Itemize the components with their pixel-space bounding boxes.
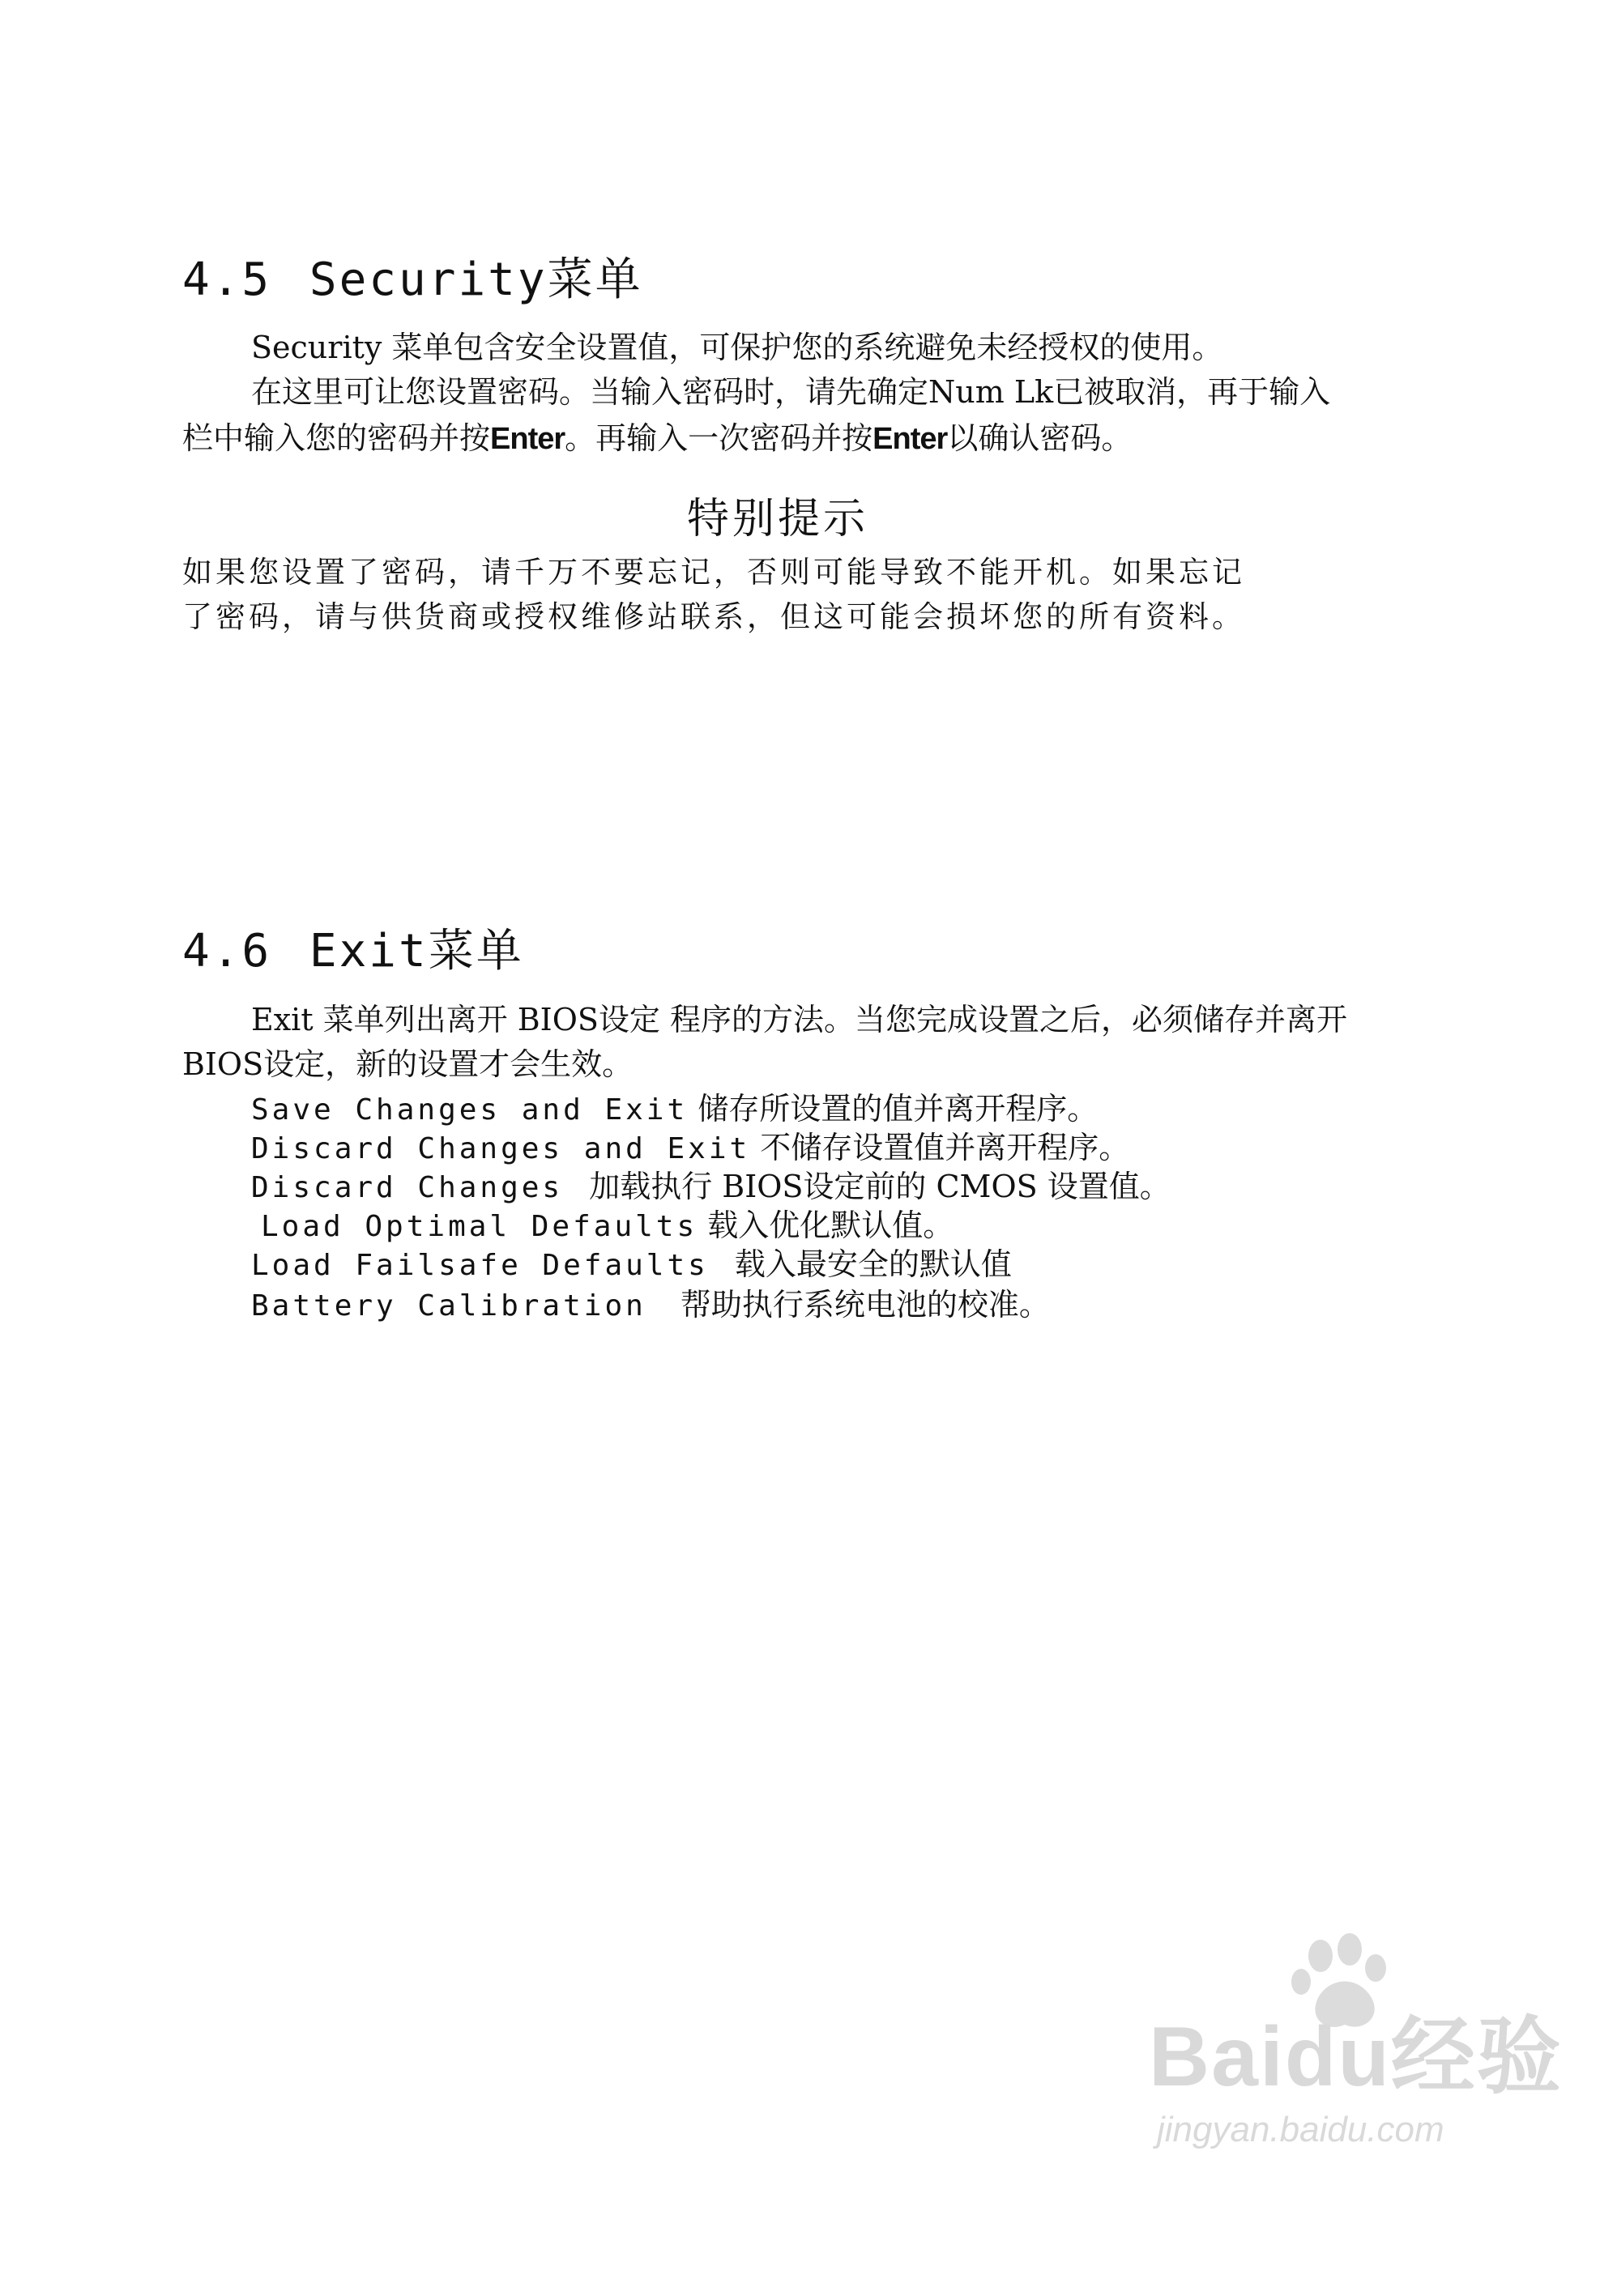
text-fragment: 栏中输入您的密码并按 (182, 420, 491, 456)
section-number: 4.6 (182, 925, 272, 978)
option-description: 载入优化默认值。 (707, 1208, 954, 1243)
watermark-logo-text: Baidu经验 (1149, 2010, 1563, 2104)
tip-line-1: 如果您设置了密码，请千万不要忘记，否则可能导致不能开机。如果忘记 (182, 555, 1245, 590)
option-description: 加载执行 BIOS设定前的 CMOS 设置值。 (589, 1169, 1171, 1204)
exit-option-row (251, 1246, 1012, 1282)
section-title: Security菜单 (309, 253, 643, 306)
tip-line-2: 了密码，请与供货商或授权维修站联系，但这可能会损坏您的所有资料。 (182, 599, 1245, 634)
option-name: Discard Changes and Exit (251, 1132, 751, 1165)
exit-option-row (251, 1171, 1171, 1203)
option-name: Discard Changes (251, 1171, 564, 1204)
option-name: Load Optimal Defaults (261, 1210, 698, 1243)
option-name: Battery Calibration (251, 1289, 646, 1323)
watermark-url: jingyan.baidu.com (1157, 2110, 1444, 2149)
text-fragment: 以确认密码。 (947, 420, 1133, 456)
tip-title: 特别提示 (687, 495, 869, 543)
enter-key-label: Enter (872, 422, 948, 456)
text-fragment: 。再输入一次密码并按 (565, 420, 873, 456)
option-name: Save Changes and Exit (251, 1093, 689, 1127)
exit-option-row (251, 1093, 1098, 1125)
exit-option-row (251, 1132, 1129, 1164)
section-heading-exit (182, 925, 524, 978)
security-password-paragraph-line2 (182, 420, 1133, 456)
security-password-paragraph-line1: 在这里可让您设置密码。当输入密码时，请先确定Num Lk已被取消，再于输入 (251, 374, 1331, 410)
option-description: 帮助执行系统电池的校准。 (680, 1287, 1050, 1323)
option-name: Load Failsafe Defaults (251, 1249, 709, 1282)
option-description: 载入最安全的默认值 (734, 1246, 1012, 1282)
exit-intro-line2: BIOS设定，新的设置才会生效。 (182, 1046, 634, 1082)
section-heading-security (182, 253, 643, 306)
exit-option-row (261, 1210, 954, 1242)
exit-intro-line1: Exit 菜单列出离开 BIOS设定 程序的方法。当您完成设置之后，必须储存并离开 (251, 1002, 1347, 1037)
section-number: 4.5 (182, 253, 272, 306)
option-description: 储存所设置的值并离开程序。 (698, 1091, 1099, 1127)
enter-key-label: Enter (490, 422, 565, 456)
exit-option-row (251, 1289, 1050, 1321)
option-description: 不储存设置值并离开程序。 (760, 1130, 1130, 1165)
security-intro-paragraph: Security 菜单包含安全设置值，可保护您的系统避免未经授权的使用。 (251, 330, 1223, 365)
section-title: Exit菜单 (309, 925, 524, 978)
baidu-watermark (1149, 1932, 1563, 2183)
